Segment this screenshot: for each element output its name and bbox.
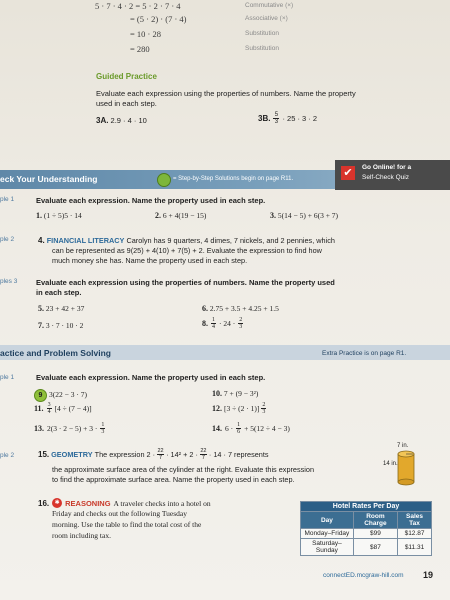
table-header-room-charge: Room Charge (353, 512, 397, 529)
guided-instructions-2: used in each step. (96, 99, 157, 108)
exercise-3b: 3B. 5 3 · 25 · 3 · 2 (258, 112, 318, 125)
cylinder-diameter-label: 14 in. (383, 461, 398, 467)
table-row (301, 539, 432, 556)
table-header-sales-tax: Sales Tax (398, 512, 432, 529)
problem-9: 3(22 − 3 · 7) (49, 390, 87, 399)
work-line-2: = (5 · 2) · (7 · 4) (130, 14, 187, 24)
check-understanding-title: eck Your Understanding (0, 174, 98, 184)
hotel-rates-table (300, 501, 432, 556)
problem-14: 14. 6 · 1 6 + 5(12 ÷ 4 − 3) (212, 422, 290, 435)
problem-6: 6. 2.75 + 3.5 + 4.25 + 1.5 (202, 304, 279, 313)
problem-12: 12. [3 ÷ (2 · 1)] 2 3 (212, 402, 266, 415)
problem-10: 10. 7 + (9 − 3²) (212, 389, 259, 398)
extra-practice-text: Extra Practice is on page R1. (322, 350, 407, 357)
table-cell: $87 (353, 539, 397, 556)
footer-url[interactable]: connectED.mcgraw-hill.com (323, 572, 404, 579)
example-1-instructions: Evaluate each expression. Name the property used in each step. (36, 196, 266, 205)
work-line-1: 5 · 7 · 4 · 2 = 5 · 2 · 7 · 4 (95, 1, 181, 11)
go-online-text: Go Online! for a (362, 164, 412, 171)
practice-instructions: Evaluate each expression. Name the property used in each step. (36, 373, 266, 382)
example-1-label: ple 1 (0, 196, 15, 203)
problem-16-line-2: Friday and checks out the following Tuesday (52, 509, 187, 518)
table-row (301, 529, 432, 539)
step-by-step-text: = Step-by-Step Solutions begin on page R11. (173, 176, 294, 182)
h-o-t-badge-icon: ✱ (52, 498, 62, 508)
problem-5: 5. 23 + 42 + 37 (38, 304, 85, 313)
example-3-instructions: Evaluate each expression using the properties of numbers. Name the property used (36, 278, 335, 287)
example-3-instructions-2: in each step. (36, 288, 82, 297)
page-number: 19 (423, 570, 434, 580)
problem-15-line-1: 15. GEOMETRY The expression 2 · 22 7 · 14² + 2 · 22 7 · 14 · 7 represents (38, 448, 269, 461)
work-note-4: Substitution (245, 45, 279, 52)
problem-11: 11. 3 4 [4 ÷ (7 − 4)] (34, 402, 92, 415)
problem-13: 13. 2(3 · 2 − 5) + 3 · 1 3 (34, 422, 105, 435)
problem-7: 7. 3 · 7 · 10 · 2 (38, 321, 84, 330)
problem-9-badge: 9 (34, 389, 47, 402)
cylinder-height-label: 7 in. (397, 443, 409, 449)
table-header-day: Day (301, 512, 354, 529)
problem-4-line-1: 4. FINANCIAL LITERACY Carolyn has 9 quarters, 4 dimes, 7 nickels, and 2 pennies, which (38, 236, 335, 245)
table-cell: $99 (353, 529, 397, 539)
guided-practice-title: Guided Practice (96, 72, 157, 81)
practice-title: actice and Problem Solving (0, 348, 112, 358)
work-note-2: Associative (×) (245, 15, 288, 22)
table-cell: Monday–Friday (301, 529, 354, 539)
table-cell: Saturday–Sunday (301, 539, 354, 556)
problem-8: 8. 1 4 · 24 · 2 3 (202, 317, 243, 330)
table-cell: $11.31 (398, 539, 432, 556)
problem-16-line-1: 16. ✱ REASONING A traveler checks into a hotel on (38, 498, 211, 508)
work-line-4: = 280 (130, 44, 150, 54)
step-by-step-icon (157, 173, 171, 187)
table-caption: Hotel Rates Per Day (301, 502, 432, 512)
work-note-3: Substitution (245, 30, 279, 37)
problem-15-line-3: to find the approximate surface area. Name the property used in each step. (52, 475, 295, 484)
problem-4-line-3: much money she has. Name the property used in each step. (52, 256, 248, 265)
guided-instructions: Evaluate each expression using the properties of numbers. Name the property (96, 89, 356, 98)
table-cell: $12.87 (398, 529, 432, 539)
problem-16-line-3: morning. Use the table to find the total cost of the (52, 520, 202, 529)
work-line-3: = 10 · 28 (130, 29, 161, 39)
example-2-label: ple 2 (0, 236, 15, 243)
problem-16-line-4: room including tax. (52, 531, 111, 540)
problem-1: 1. (1 ÷ 5)5 · 14 (36, 211, 82, 220)
example-3-label: ples 3 (0, 278, 18, 285)
problem-3: 3. 5(14 − 5) + 6(3 + 7) (270, 211, 339, 220)
problem-2: 2. 6 + 4(19 − 15) (155, 211, 207, 220)
cylinder-figure (397, 450, 415, 486)
problem-15-line-2: the approximate surface area of the cylinder at the right. Evaluate this expression (52, 465, 315, 474)
work-note-1: Commutative (×) (245, 2, 294, 9)
practice-example-2-label: ple 2 (0, 452, 15, 459)
self-check-quiz-text: Self-Check Quiz (362, 174, 409, 181)
checkmark-icon: ✔ (341, 166, 355, 180)
practice-example-1-label: ple 1 (0, 374, 15, 381)
exercise-3a: 3A. 2.9 · 4 · 10 (96, 116, 147, 125)
problem-4-line-2: can be represented as 9(25) + 4(10) + 7(5) + 2. Evaluate the expression to find how (52, 246, 322, 255)
